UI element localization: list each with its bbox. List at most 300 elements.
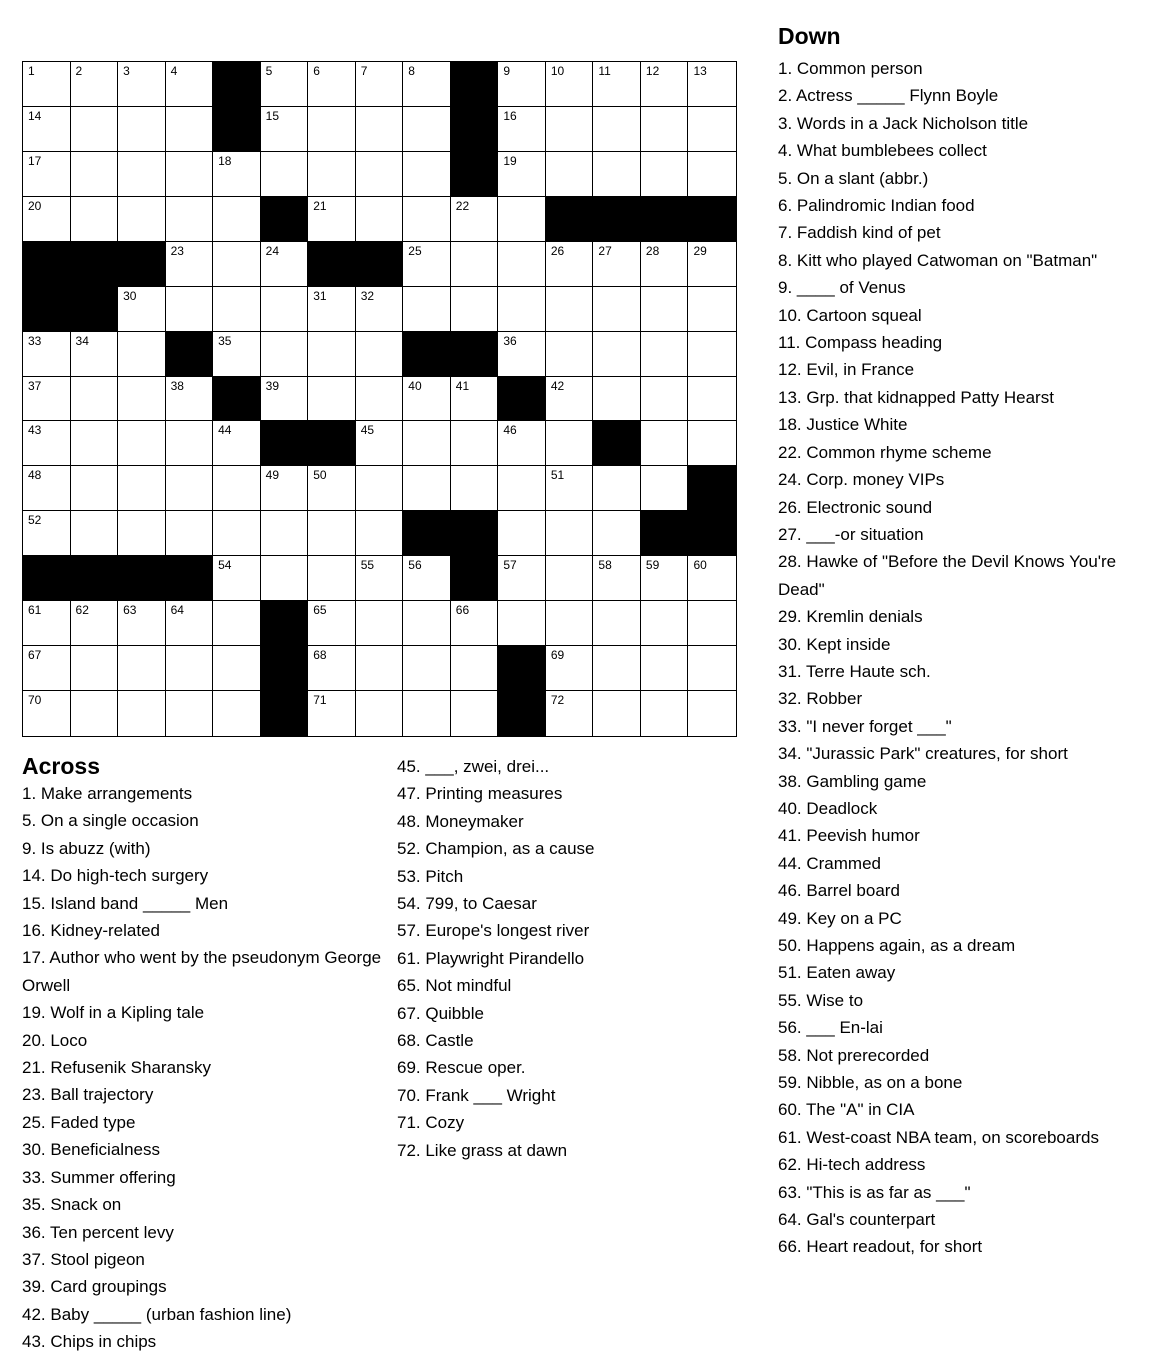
grid-cell[interactable] <box>166 197 214 242</box>
grid-cell[interactable] <box>403 646 451 691</box>
down-heading: Down <box>778 23 841 49</box>
clue-item: 24. Corp. money VIPs <box>778 470 945 490</box>
black-square <box>118 242 166 287</box>
grid-cell[interactable] <box>546 646 594 691</box>
clue-item: 19. Wolf in a Kipling tale <box>22 1003 205 1023</box>
clue-item: 55. Wise to <box>778 990 864 1010</box>
clue-item: 63. "This is as far as ___" <box>778 1182 971 1202</box>
grid-cell[interactable] <box>23 421 71 466</box>
cell-number: 9 <box>503 64 511 78</box>
grid-cell[interactable] <box>261 466 309 511</box>
grid-cell[interactable] <box>546 691 594 736</box>
grid-cell[interactable] <box>593 242 641 287</box>
grid-cell[interactable] <box>356 646 404 691</box>
clue-item: 5. On a single occasion <box>22 811 199 831</box>
grid-cell[interactable] <box>403 377 451 422</box>
grid-cell[interactable] <box>356 511 404 556</box>
clue-item: 49. Key on a PC <box>778 908 902 928</box>
grid-cell[interactable] <box>546 107 594 152</box>
black-square <box>688 511 736 556</box>
grid-cell[interactable] <box>356 287 404 332</box>
grid-cell[interactable] <box>546 152 594 197</box>
cell-number: 15 <box>265 108 280 123</box>
grid-cell[interactable] <box>593 332 641 377</box>
cell-number: 63 <box>123 603 137 618</box>
clue-item: 47. Printing measures <box>397 784 563 804</box>
grid-cell[interactable] <box>546 287 594 332</box>
grid-cell[interactable] <box>308 152 356 197</box>
cell-number: 3 <box>123 64 130 78</box>
cell-number: 70 <box>28 693 42 708</box>
grid-cell[interactable] <box>71 107 119 152</box>
grid-cell[interactable] <box>356 107 404 152</box>
cell-number: 21 <box>313 198 327 213</box>
clue-item: 56. ___ En-lai <box>778 1018 883 1038</box>
grid-cell[interactable] <box>451 421 499 466</box>
grid-cell[interactable] <box>688 152 736 197</box>
clue-item: 29. Kremlin denials <box>778 607 923 627</box>
clue-item: 42. Baby _____ (urban fashion line) <box>22 1304 292 1324</box>
grid-cell[interactable] <box>688 421 736 466</box>
grid-cell[interactable] <box>356 377 404 422</box>
cell-number: 18 <box>218 153 232 168</box>
grid-cell[interactable] <box>71 197 119 242</box>
grid-cell[interactable] <box>688 332 736 377</box>
grid-cell[interactable] <box>451 466 499 511</box>
grid-cell[interactable] <box>166 691 214 736</box>
grid-cell[interactable] <box>71 421 119 466</box>
grid-cell[interactable] <box>593 646 641 691</box>
grid-cell[interactable] <box>213 556 261 601</box>
black-square <box>451 511 499 556</box>
grid-cell[interactable] <box>688 377 736 422</box>
clue-item: 59. Nibble, as on a bone <box>778 1073 963 1093</box>
clue-item: 25. Faded type <box>22 1112 136 1132</box>
grid-cell[interactable] <box>356 152 404 197</box>
grid-cell[interactable] <box>498 421 546 466</box>
cell-number: 13 <box>693 64 707 78</box>
grid-cell[interactable] <box>23 107 71 152</box>
grid-cell[interactable] <box>641 466 689 511</box>
black-square <box>451 332 499 377</box>
grid-cell[interactable] <box>451 242 499 287</box>
cell-number: 10 <box>550 64 565 78</box>
clue-item: 54. 799, to Caesar <box>397 894 537 914</box>
cell-number: 59 <box>645 558 660 573</box>
cell-number: 28 <box>645 243 660 258</box>
clue-item: 69. Rescue oper. <box>397 1058 526 1078</box>
grid-cell[interactable] <box>166 287 214 332</box>
black-square <box>451 556 499 601</box>
grid-cell[interactable] <box>498 242 546 287</box>
cell-number: 8 <box>408 64 415 78</box>
cell-number: 17 <box>28 153 42 168</box>
grid-cell[interactable] <box>308 107 356 152</box>
black-square <box>308 242 356 287</box>
grid-cell[interactable] <box>118 511 166 556</box>
clue-item: 7. Faddish kind of pet <box>778 223 941 243</box>
grid-cell[interactable] <box>308 556 356 601</box>
grid-cell[interactable] <box>308 287 356 332</box>
cell-number: 67 <box>28 648 42 663</box>
grid-cell[interactable] <box>261 242 309 287</box>
grid-cell[interactable] <box>403 287 451 332</box>
grid-cell[interactable] <box>641 152 689 197</box>
clue-item: 6. Palindromic Indian food <box>778 196 975 216</box>
black-square <box>403 332 451 377</box>
cell-number: 25 <box>408 243 422 258</box>
grid-cell[interactable] <box>641 107 689 152</box>
grid-cell[interactable] <box>403 242 451 287</box>
grid-cell[interactable] <box>118 377 166 422</box>
grid-cell[interactable] <box>118 646 166 691</box>
grid-cell[interactable] <box>546 556 594 601</box>
clue-item: 68. Castle <box>397 1031 474 1051</box>
clue-item: 71. Cozy <box>397 1113 465 1133</box>
cell-number: 6 <box>313 64 320 78</box>
grid-cell[interactable] <box>356 466 404 511</box>
grid-cell[interactable] <box>213 242 261 287</box>
grid-cell[interactable] <box>23 377 71 422</box>
grid-cell[interactable] <box>71 466 119 511</box>
grid-cell[interactable] <box>213 287 261 332</box>
down-clues-column <box>778 55 1143 1261</box>
cell-number: 52 <box>28 513 42 528</box>
grid-cell[interactable] <box>593 152 641 197</box>
clue-item: 72. Like grass at dawn <box>397 1140 568 1160</box>
clue-item: 61. Playwright Pirandello <box>397 948 585 968</box>
cell-number: 68 <box>313 648 327 663</box>
grid-cell[interactable] <box>213 152 261 197</box>
grid-cell[interactable] <box>403 62 451 107</box>
grid-cell[interactable] <box>593 511 641 556</box>
grid-cell[interactable] <box>308 62 356 107</box>
grid-cell[interactable] <box>688 601 736 646</box>
grid-cell[interactable] <box>166 601 214 646</box>
grid-cell[interactable] <box>403 152 451 197</box>
clue-item: 34. "Jurassic Park" creatures, for short <box>778 744 1068 764</box>
grid-cell[interactable] <box>356 421 404 466</box>
grid-cell[interactable] <box>498 332 546 377</box>
cell-number: 1 <box>28 64 35 78</box>
cell-number: 53 <box>455 513 470 528</box>
grid-cell[interactable] <box>213 511 261 556</box>
grid-cell[interactable] <box>23 332 71 377</box>
grid-cell[interactable] <box>308 377 356 422</box>
black-square <box>23 556 71 601</box>
grid-cell[interactable] <box>593 601 641 646</box>
grid-cell[interactable] <box>166 62 214 107</box>
grid-cell[interactable] <box>213 421 261 466</box>
grid-cell[interactable] <box>71 377 119 422</box>
grid-cell[interactable] <box>498 287 546 332</box>
grid-cell[interactable] <box>118 152 166 197</box>
cell-number: 32 <box>360 288 375 303</box>
clue-item: 5. On a slant (abbr.) <box>778 168 929 188</box>
grid-cell[interactable] <box>71 62 119 107</box>
grid-cell[interactable] <box>71 646 119 691</box>
clue-item: 1. Common person <box>778 59 923 78</box>
grid-cell[interactable] <box>641 421 689 466</box>
black-square <box>166 556 214 601</box>
cell-number: 57 <box>503 558 517 573</box>
cell-number: 61 <box>28 603 42 618</box>
grid-cell[interactable] <box>71 511 119 556</box>
cell-number: 45 <box>360 423 375 438</box>
grid-cell[interactable] <box>546 601 594 646</box>
clue-item: 32. Robber <box>778 689 863 709</box>
grid-cell[interactable] <box>593 691 641 736</box>
grid-cell[interactable] <box>546 421 594 466</box>
grid-cell[interactable] <box>261 107 309 152</box>
grid-cell[interactable] <box>356 556 404 601</box>
grid-cell[interactable] <box>71 691 119 736</box>
black-square <box>451 62 499 107</box>
black-square <box>261 691 309 736</box>
cell-number: 7 <box>360 64 368 78</box>
cell-number: 20 <box>28 198 42 213</box>
cell-number: 14 <box>28 108 42 123</box>
grid-cell[interactable] <box>213 332 261 377</box>
grid-cell[interactable] <box>118 691 166 736</box>
clue-item: 8. Kitt who played Catwoman on "Batman" <box>778 250 1098 270</box>
cell-number: 29 <box>693 243 707 258</box>
grid-cell[interactable] <box>688 691 736 736</box>
clue-item: 9. ____ of Venus <box>778 278 906 298</box>
grid-cell[interactable] <box>403 556 451 601</box>
grid-cell[interactable] <box>71 601 119 646</box>
grid-cell[interactable] <box>546 242 594 287</box>
grid-cell[interactable] <box>546 466 594 511</box>
grid-cell[interactable] <box>71 152 119 197</box>
grid-cell[interactable] <box>166 466 214 511</box>
grid-cell[interactable] <box>403 466 451 511</box>
black-square <box>23 287 71 332</box>
grid-cell[interactable] <box>593 377 641 422</box>
grid-cell[interactable] <box>23 62 71 107</box>
clue-item: 45. ___, zwei, drei... <box>397 757 550 776</box>
clue-item: 4. What bumblebees collect <box>778 141 987 161</box>
grid-cell[interactable] <box>546 332 594 377</box>
grid-cell[interactable] <box>451 377 499 422</box>
grid-cell[interactable] <box>641 332 689 377</box>
clue-item: 36. Ten percent levy <box>22 1222 174 1242</box>
cell-number: 19 <box>503 153 517 168</box>
grid-cell[interactable] <box>403 197 451 242</box>
grid-cell[interactable] <box>403 691 451 736</box>
grid-cell[interactable] <box>498 107 546 152</box>
black-square <box>213 62 261 107</box>
cell-number: 23 <box>170 243 184 258</box>
grid-cell[interactable] <box>261 511 309 556</box>
black-square <box>261 421 309 466</box>
grid-cell[interactable] <box>308 691 356 736</box>
cell-number: 72 <box>550 693 565 708</box>
grid-cell[interactable] <box>403 107 451 152</box>
cell-number: 34 <box>75 333 89 348</box>
grid-cell[interactable] <box>118 332 166 377</box>
grid-cell[interactable] <box>641 62 689 107</box>
grid-cell[interactable] <box>308 197 356 242</box>
grid-cell[interactable] <box>546 62 594 107</box>
grid-cell[interactable] <box>688 242 736 287</box>
grid-cell[interactable] <box>23 152 71 197</box>
grid-cell[interactable] <box>688 62 736 107</box>
clue-item: 66. Heart readout, for short <box>778 1237 983 1257</box>
grid-cell[interactable] <box>118 287 166 332</box>
grid-cell[interactable] <box>688 646 736 691</box>
grid-cell[interactable] <box>261 287 309 332</box>
grid-cell[interactable] <box>356 332 404 377</box>
grid-cell[interactable] <box>356 197 404 242</box>
grid-cell[interactable] <box>261 556 309 601</box>
black-square <box>451 107 499 152</box>
grid-cell[interactable] <box>166 511 214 556</box>
grid-cell[interactable] <box>308 646 356 691</box>
clue-item: 26. Electronic sound <box>778 497 933 517</box>
grid-cell[interactable] <box>641 691 689 736</box>
grid-cell[interactable] <box>261 332 309 377</box>
grid-cell[interactable] <box>308 511 356 556</box>
clue-item: 50. Happens again, as a dream <box>778 936 1016 955</box>
grid-cell[interactable] <box>688 556 736 601</box>
grid-cell[interactable] <box>641 601 689 646</box>
black-square <box>71 242 119 287</box>
grid-cell[interactable] <box>118 62 166 107</box>
grid-cell[interactable] <box>118 197 166 242</box>
grid-cell[interactable] <box>451 287 499 332</box>
grid-cell[interactable] <box>641 646 689 691</box>
clue-item: 14. Do high-tech surgery <box>22 866 209 886</box>
grid-cell[interactable] <box>451 691 499 736</box>
clue-item: 21. Refusenik Sharansky <box>22 1058 211 1078</box>
grid-cell[interactable] <box>593 287 641 332</box>
grid-cell[interactable] <box>166 107 214 152</box>
cell-number: 12 <box>645 64 660 78</box>
grid-cell[interactable] <box>213 646 261 691</box>
grid-cell[interactable] <box>641 287 689 332</box>
grid-cell[interactable] <box>356 691 404 736</box>
grid-cell[interactable] <box>641 377 689 422</box>
grid-cell[interactable] <box>403 601 451 646</box>
grid-cell[interactable] <box>593 466 641 511</box>
crossword-grid <box>22 61 737 737</box>
grid-cell[interactable] <box>308 466 356 511</box>
grid-cell[interactable] <box>71 332 119 377</box>
grid-cell[interactable] <box>166 421 214 466</box>
black-square <box>688 466 736 511</box>
cell-number: 69 <box>550 648 565 663</box>
cell-number: 36 <box>503 333 517 348</box>
grid-cell[interactable] <box>593 62 641 107</box>
grid-cell[interactable] <box>23 691 71 736</box>
grid-cell[interactable] <box>23 646 71 691</box>
grid-cell[interactable] <box>498 511 546 556</box>
grid-cell[interactable] <box>688 287 736 332</box>
grid-cell[interactable] <box>498 556 546 601</box>
grid-cell[interactable] <box>498 152 546 197</box>
clue-item: 40. Deadlock <box>778 798 878 818</box>
grid-cell[interactable] <box>403 421 451 466</box>
grid-cell[interactable] <box>641 556 689 601</box>
grid-cell[interactable] <box>546 511 594 556</box>
black-square <box>261 197 309 242</box>
black-square <box>166 332 214 377</box>
grid-cell[interactable] <box>118 466 166 511</box>
cell-number: 64 <box>170 603 184 618</box>
cell-number: 54 <box>218 558 232 573</box>
grid-cell[interactable] <box>688 107 736 152</box>
grid-cell[interactable] <box>261 152 309 197</box>
cell-number: 5 <box>265 64 273 78</box>
grid-cell[interactable] <box>261 62 309 107</box>
grid-cell[interactable] <box>166 242 214 287</box>
cell-number: 49 <box>265 468 280 483</box>
clue-item: 41. Peevish humor <box>778 826 920 846</box>
black-square <box>593 421 641 466</box>
cell-number: 40 <box>408 378 422 393</box>
grid-cell[interactable] <box>498 62 546 107</box>
grid-cell[interactable] <box>451 601 499 646</box>
black-square <box>498 377 546 422</box>
grid-cell[interactable] <box>641 242 689 287</box>
grid-cell[interactable] <box>308 601 356 646</box>
clue-item: 35. Snack on <box>22 1195 122 1215</box>
grid-cell[interactable] <box>593 107 641 152</box>
grid-cell[interactable] <box>166 646 214 691</box>
grid-cell[interactable] <box>23 466 71 511</box>
grid-cell[interactable] <box>356 62 404 107</box>
grid-cell[interactable] <box>23 197 71 242</box>
cell-number: 58 <box>598 558 612 573</box>
grid-cell[interactable] <box>498 466 546 511</box>
grid-cell[interactable] <box>23 601 71 646</box>
grid-cell[interactable] <box>213 601 261 646</box>
clue-item: 53. Pitch <box>397 866 464 886</box>
grid-cell[interactable] <box>166 377 214 422</box>
grid-cell[interactable] <box>546 377 594 422</box>
grid-cell[interactable] <box>261 377 309 422</box>
grid-cell[interactable] <box>356 601 404 646</box>
grid-cell[interactable] <box>23 511 71 556</box>
cell-number: 24 <box>265 243 280 258</box>
cell-number: 30 <box>123 288 137 303</box>
grid-cell[interactable] <box>498 601 546 646</box>
black-square <box>71 287 119 332</box>
black-square <box>118 556 166 601</box>
grid-cell[interactable] <box>451 197 499 242</box>
clue-item: 30. Kept inside <box>778 634 891 654</box>
grid-cell[interactable] <box>498 197 546 242</box>
grid-cell[interactable] <box>213 691 261 736</box>
clue-item: 33. Summer offering <box>22 1167 176 1187</box>
clue-item: 44. Crammed <box>778 853 881 873</box>
grid-cell[interactable] <box>213 466 261 511</box>
grid-cell[interactable] <box>118 107 166 152</box>
grid-cell[interactable] <box>593 556 641 601</box>
grid-cell[interactable] <box>213 197 261 242</box>
clue-item: 51. Eaten away <box>778 963 896 983</box>
clue-item: 62. Hi-tech address <box>778 1155 926 1175</box>
cell-number: 16 <box>503 108 517 123</box>
cell-number: 60 <box>693 558 707 573</box>
clue-item: 67. Quibble <box>397 1003 484 1023</box>
grid-cell[interactable] <box>308 332 356 377</box>
grid-cell[interactable] <box>118 601 166 646</box>
grid-cell[interactable] <box>166 152 214 197</box>
grid-cell[interactable] <box>118 421 166 466</box>
grid-cell[interactable] <box>451 646 499 691</box>
